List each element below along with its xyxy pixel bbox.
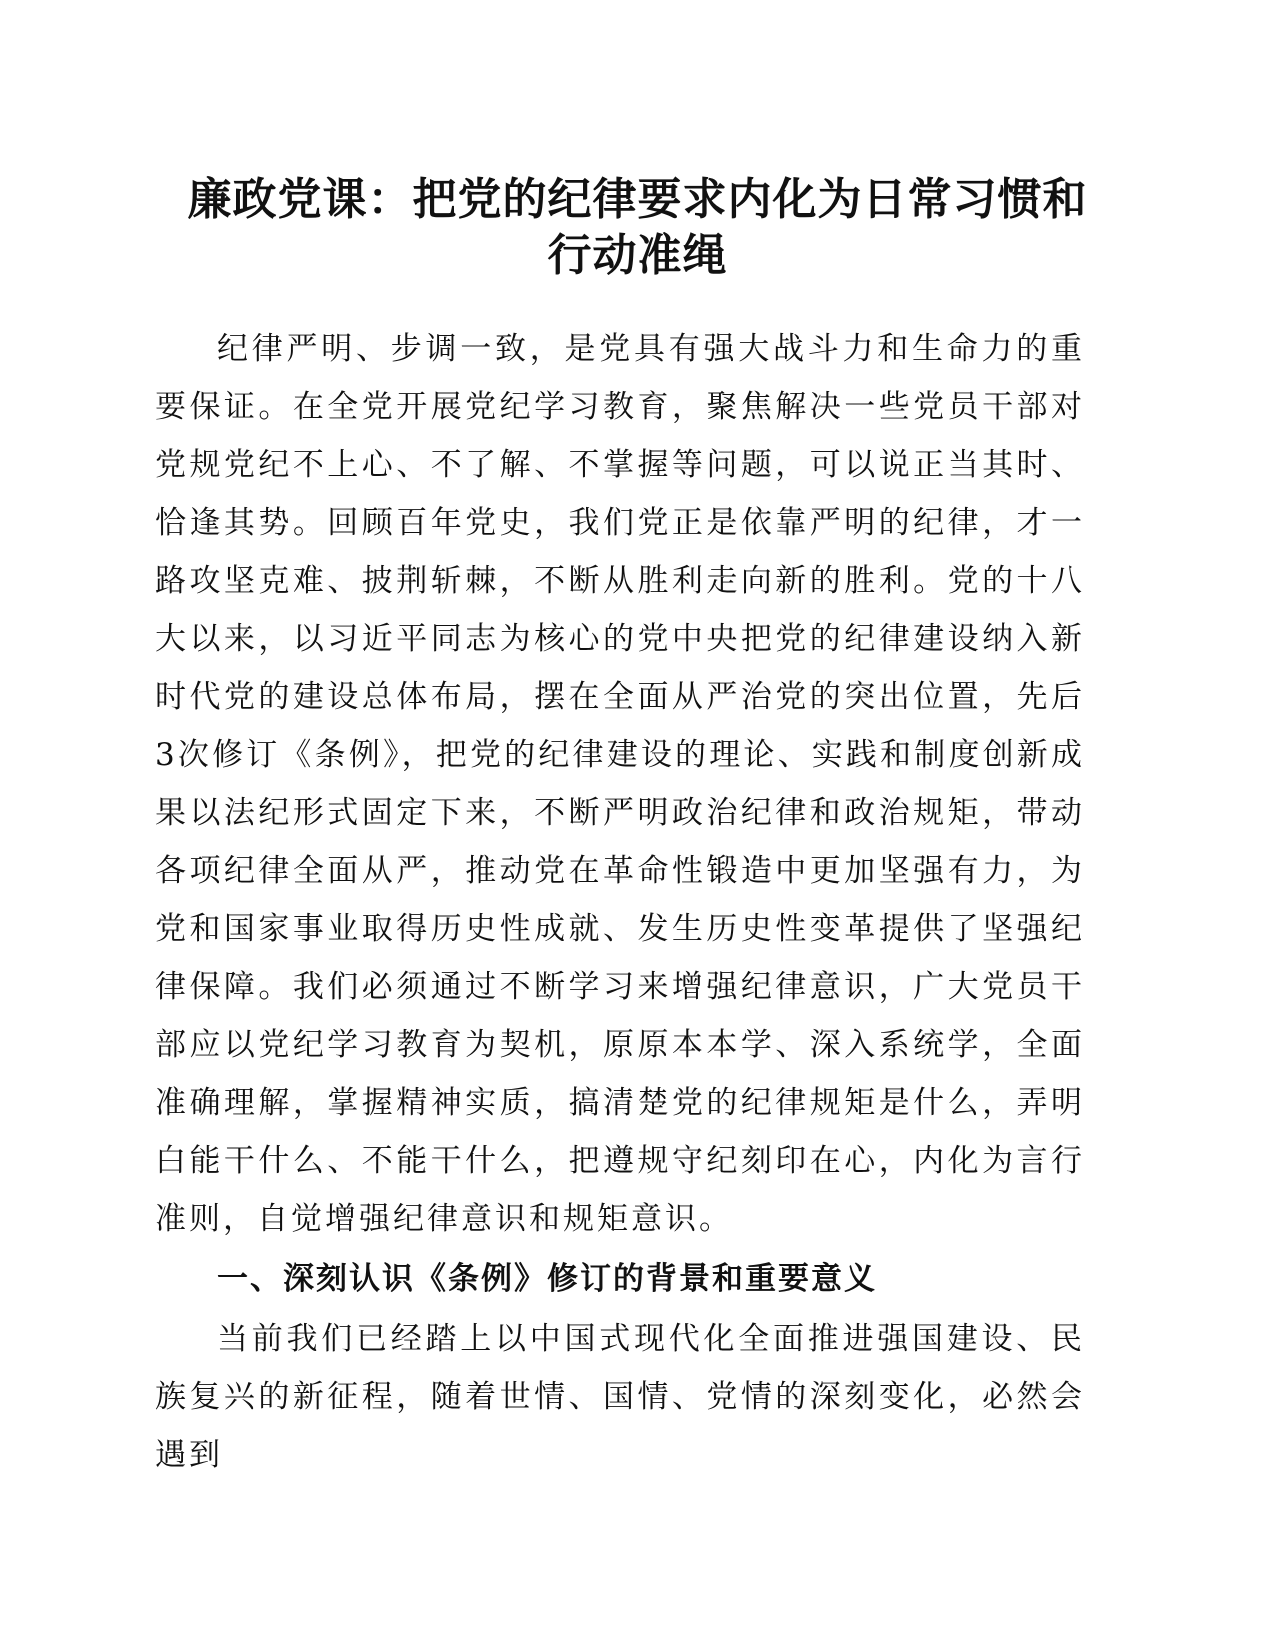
section-heading-1: 一、深刻认识《条例》修订的背景和重要意义 [217,1261,877,1297]
paragraph-section-1: 当前我们已经踏上以中国式现代化全面推进强国建设、民族复兴的新征程，随着世情、国情、党情的深刻变化，必然会遇到 [155,1321,1085,1473]
paragraph-intro: 纪律严明、步调一致，是党具有强大战斗力和生命力的重要保证。在全党开展党纪学习教育，聚焦解决一些党员干部对党规党纪不上心、不了解、不掌握等问题，可以说正当其时、恰逢其势。回顾百年党史，我们党正是依靠严明的纪律，才一路攻坚克难、披荆斩棘，不断从胜利走向新的胜利。党的十八大以来，以习近平同志为核心的党中央把党的纪律建设纳入新时代党的建设总体布局，摆在全面从严治党的突出位置，先后3次修订《条例》，把党的纪律建设的理论、实践和制度创新成果以法纪形式固定下来，不断严明政治纪律和政治规矩，带动各项纪律全面从严，推动党在革命性锻造中更加坚强有力，为党和国家事业取得历史性成就、发生历史性变革提供了坚强纪律保障。我们必须通过不断学习来增强纪律意识，广大党员干部应以党纪学习教育为契机，原原本本学、深入系统学，全面准确理解，掌握精神实质，搞清楚党的纪律规矩是什么，弄明白能干什么、不能干什么，把遵规守纪刻印在心，内化为言行准则，自觉增强纪律意识和规矩意识。 [155,331,1085,1237]
document-body [155,320,1085,1484]
title-line-1: 廉政党课：把党的纪律要求内化为日常习惯和 [187,174,1088,225]
title-line-2: 行动准绳 [547,230,728,281]
document-title [120,172,1155,284]
